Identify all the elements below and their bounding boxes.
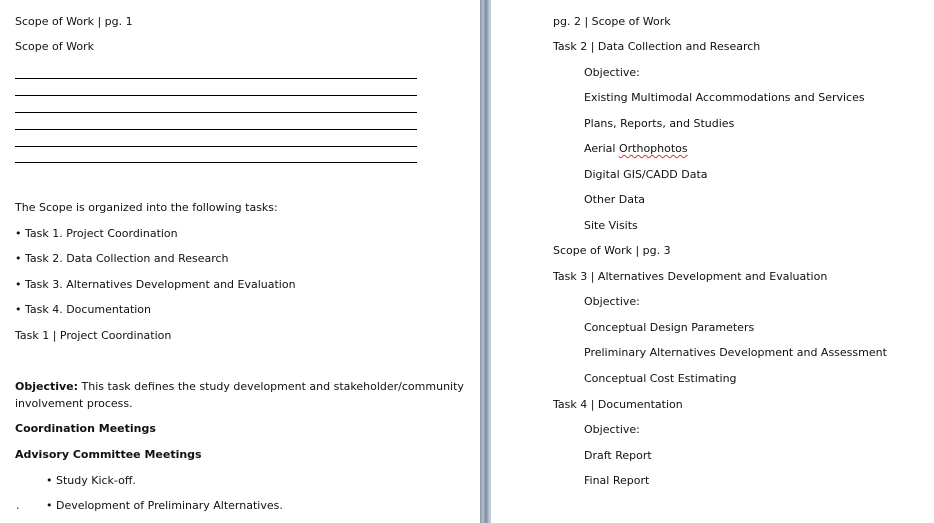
meeting-bullet: • Study Kick-off. — [46, 474, 136, 487]
task4-item: Final Report — [584, 474, 650, 487]
coordination-meetings-heading: Coordination Meetings — [15, 422, 156, 435]
document-title: Scope of Work — [15, 40, 94, 53]
task2-item: Digital GIS/CADD Data — [584, 168, 708, 181]
misspelled-word: Orthophotos — [618, 142, 688, 155]
page-gutter — [480, 0, 491, 523]
task2-item: Other Data — [584, 193, 645, 206]
task4-heading: Task 4 | Documentation — [553, 398, 683, 411]
blank-line — [15, 162, 417, 163]
margin-dot: . — [16, 499, 20, 512]
task-list-item: • Task 3. Alternatives Development and Evaluation — [15, 278, 296, 291]
page-header: Scope of Work | pg. 3 — [553, 244, 671, 257]
right-document-page — [491, 0, 934, 523]
task3-item: Objective: — [584, 295, 640, 308]
task2-item: Plans, Reports, and Studies — [584, 117, 735, 130]
task1-heading: Task 1 | Project Coordination — [15, 329, 172, 342]
task2-heading: Task 2 | Data Collection and Research — [553, 40, 761, 53]
task2-item: Site Visits — [584, 219, 638, 232]
blank-line — [15, 129, 417, 130]
objective-paragraph — [15, 380, 464, 393]
task3-item: Preliminary Alternatives Development and Assessment — [584, 346, 887, 359]
page-header: pg. 2 | Scope of Work — [553, 15, 671, 28]
meeting-bullet: • Development of Preliminary Alternatives. — [46, 499, 283, 512]
blank-line — [15, 95, 417, 96]
task-list-item: • Task 1. Project Coordination — [15, 227, 178, 240]
task3-item: Conceptual Cost Estimating — [584, 372, 737, 385]
task3-item: Conceptual Design Parameters — [584, 321, 755, 334]
objective-text-cont: involvement process. — [15, 397, 133, 410]
aerial-label: Aerial — [584, 142, 619, 155]
task2-item — [584, 142, 688, 155]
page-header: Scope of Work | pg. 1 — [15, 15, 133, 28]
task4-item: Draft Report — [584, 449, 652, 462]
task-list-item: • Task 4. Documentation — [15, 303, 152, 316]
advisory-meetings-heading: Advisory Committee Meetings — [15, 448, 202, 461]
blank-line — [15, 146, 417, 147]
task3-heading: Task 3 | Alternatives Development and Evaluation — [553, 270, 828, 283]
intro-text: The Scope is organized into the following tasks: — [15, 201, 278, 214]
blank-line — [15, 112, 417, 113]
task2-item: Objective: — [584, 66, 640, 79]
blank-line — [15, 78, 417, 79]
task2-item: Existing Multimodal Accommodations and Services — [584, 91, 865, 104]
task-list-item: • Task 2. Data Collection and Research — [15, 252, 229, 265]
objective-text: This task defines the study development and stakeholder/community — [78, 380, 464, 393]
objective-label: Objective: — [15, 380, 79, 393]
task4-item: Objective: — [584, 423, 640, 436]
